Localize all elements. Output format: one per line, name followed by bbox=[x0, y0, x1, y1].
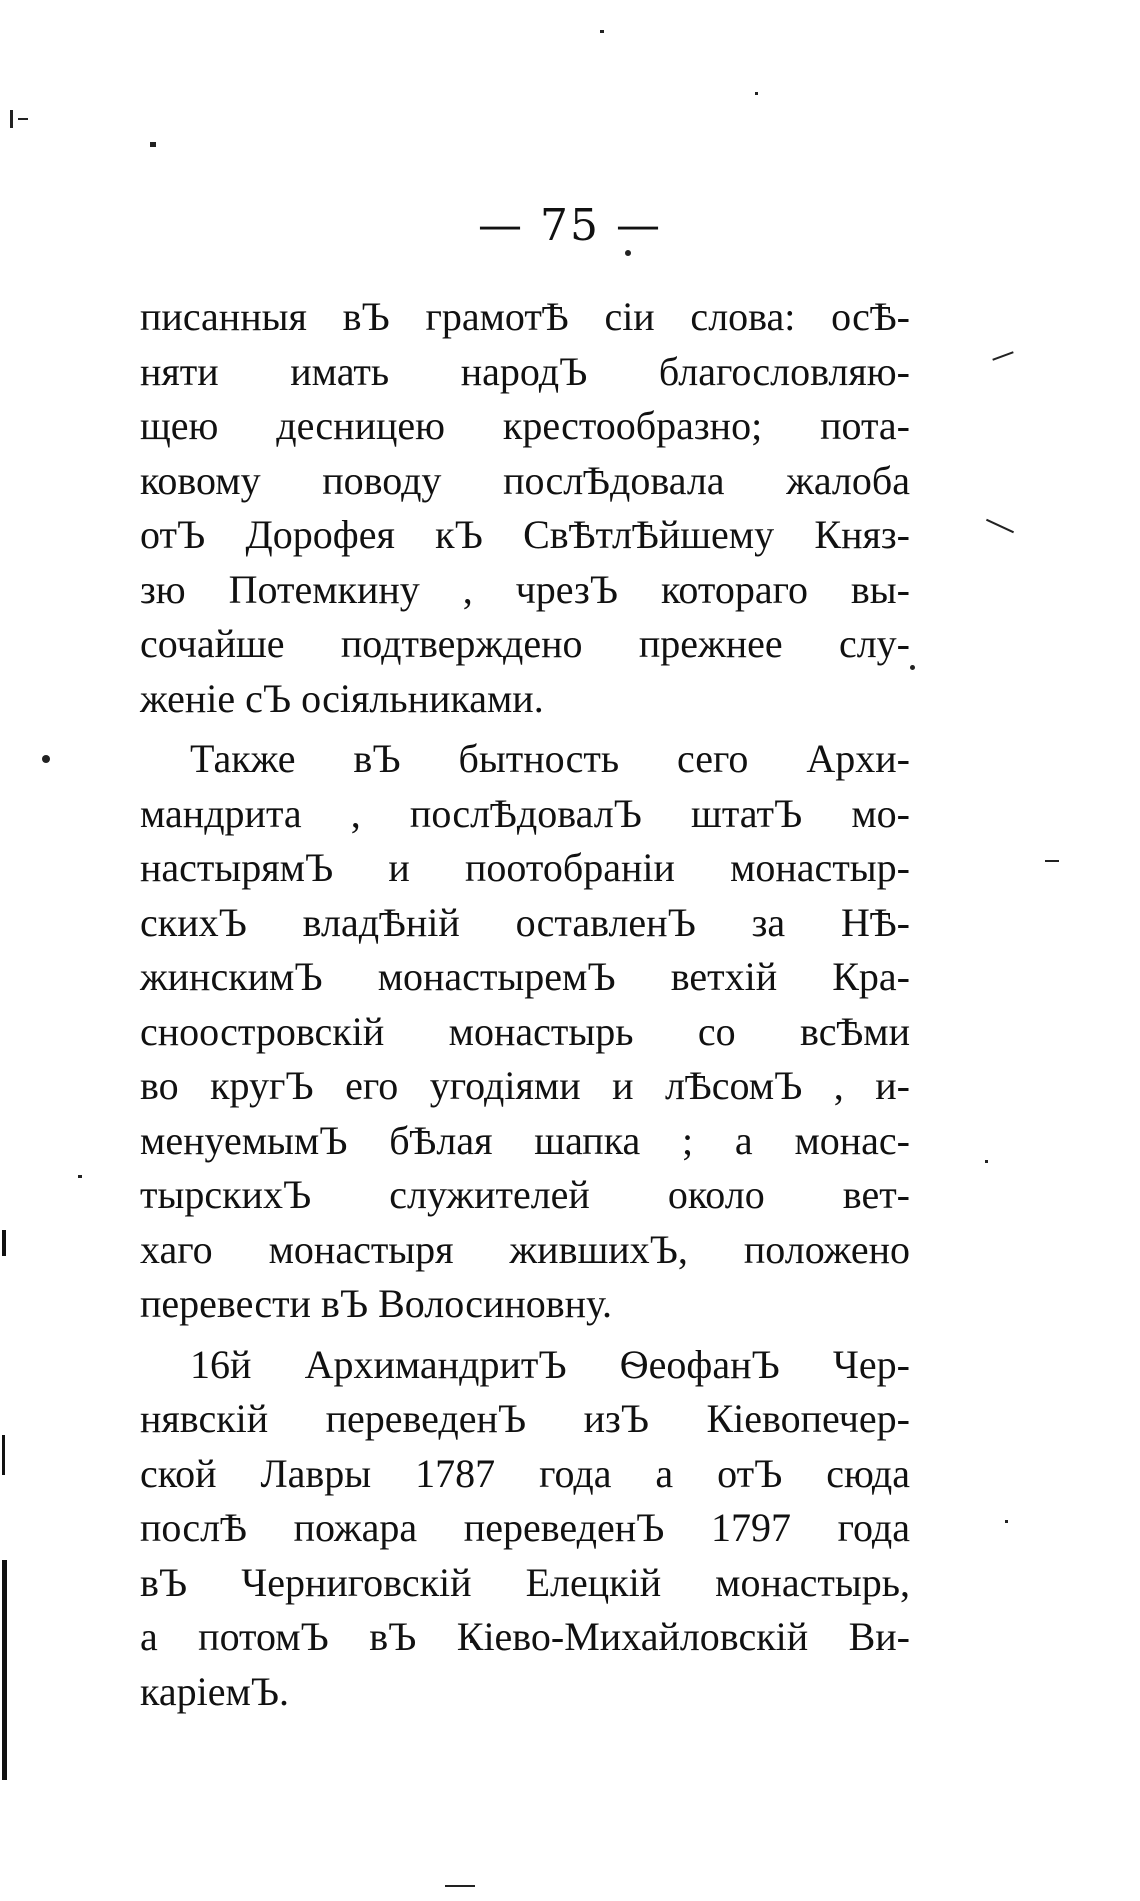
text-line: зю Потемкину , чрезЪ котораго вы- bbox=[140, 566, 910, 612]
text-line: каріемЪ. bbox=[140, 1668, 290, 1714]
text-line: а потомЪ вЪ Кіево-Михайловскій Ви- bbox=[140, 1614, 910, 1659]
text-line: хаго монастыря жившихЪ, положено bbox=[140, 1226, 910, 1272]
scan-speck bbox=[18, 118, 28, 120]
scan-speck bbox=[992, 351, 1013, 360]
scan-speck bbox=[1005, 1520, 1008, 1523]
scan-speck bbox=[600, 30, 604, 33]
scan-speck bbox=[1045, 860, 1059, 862]
scan-speck bbox=[10, 110, 13, 128]
text-line: нявскій переведенЪ изЪ Кіевопечер- bbox=[140, 1396, 910, 1441]
page-number: — 75 — bbox=[478, 200, 662, 251]
scan-edge-mark bbox=[2, 1560, 7, 1780]
text-line: настырямЪ и поотобраніи монастыр- bbox=[140, 845, 910, 890]
text-line: няти имать народЪ благословляю- bbox=[140, 348, 910, 394]
text-line: ковому поводу послѢдовала жалоба bbox=[140, 457, 910, 503]
text-line: тырскихЪ служителей около вет- bbox=[140, 1172, 910, 1217]
text-line: вЪ Черниговскій Елецкій монастырь, bbox=[140, 1559, 910, 1605]
text-line: ской Лавры 1787 года а отЪ сюда bbox=[140, 1450, 910, 1496]
scan-speck bbox=[445, 1885, 475, 1887]
paragraph-3 bbox=[140, 1338, 910, 1720]
text-line: отЪ Дорофея кЪ СвѢтлѢйшему Княз- bbox=[140, 512, 910, 557]
text-line: мандрита , послѢдовалЪ штатЪ мо- bbox=[140, 790, 910, 836]
scan-speck bbox=[910, 665, 915, 670]
text-line: перевести вЪ Волосиновну. bbox=[140, 1281, 613, 1326]
text-line: сноостровскій монастырь со всѢми bbox=[140, 1008, 910, 1054]
scan-speck bbox=[42, 755, 50, 763]
text-line: сочайше подтверждено прежнее слу- bbox=[140, 621, 910, 666]
text-line: послѢ пожара переведенЪ 1797 года bbox=[140, 1505, 910, 1550]
scan-edge-mark bbox=[2, 1230, 6, 1256]
text-line: 16й АрхимандритЪ ѲеофанЪ Чер- bbox=[190, 1341, 910, 1387]
text-line: менуемымЪ бѢлая шапка ; а монас- bbox=[140, 1117, 910, 1163]
paragraph-2 bbox=[140, 732, 910, 1332]
scan-speck bbox=[986, 519, 1014, 533]
scan-speck bbox=[985, 1160, 988, 1163]
text-line: Также вЪ бытность сего Архи- bbox=[190, 736, 910, 781]
text-line: писанныя вЪ грамотѢ сіи слова: осѢ- bbox=[140, 294, 910, 339]
text-line: во кругЪ его угодіями и лѢсомЪ , и- bbox=[140, 1063, 910, 1108]
scan-speck bbox=[150, 142, 156, 147]
page-body-text bbox=[140, 290, 910, 1719]
text-line: скихЪ владѢній оставленЪ за НѢ- bbox=[140, 899, 910, 945]
scan-speck bbox=[755, 92, 758, 95]
text-line: щею десницею крестообразно; пота- bbox=[140, 403, 910, 448]
scan-edge-mark bbox=[2, 1435, 5, 1475]
text-line: женіе сЪ осіяльниками. bbox=[140, 675, 544, 721]
scan-speck bbox=[78, 1175, 82, 1178]
paragraph-1 bbox=[140, 290, 910, 726]
text-line: жинскимЪ монастыремЪ ветхій Кра- bbox=[140, 954, 910, 999]
